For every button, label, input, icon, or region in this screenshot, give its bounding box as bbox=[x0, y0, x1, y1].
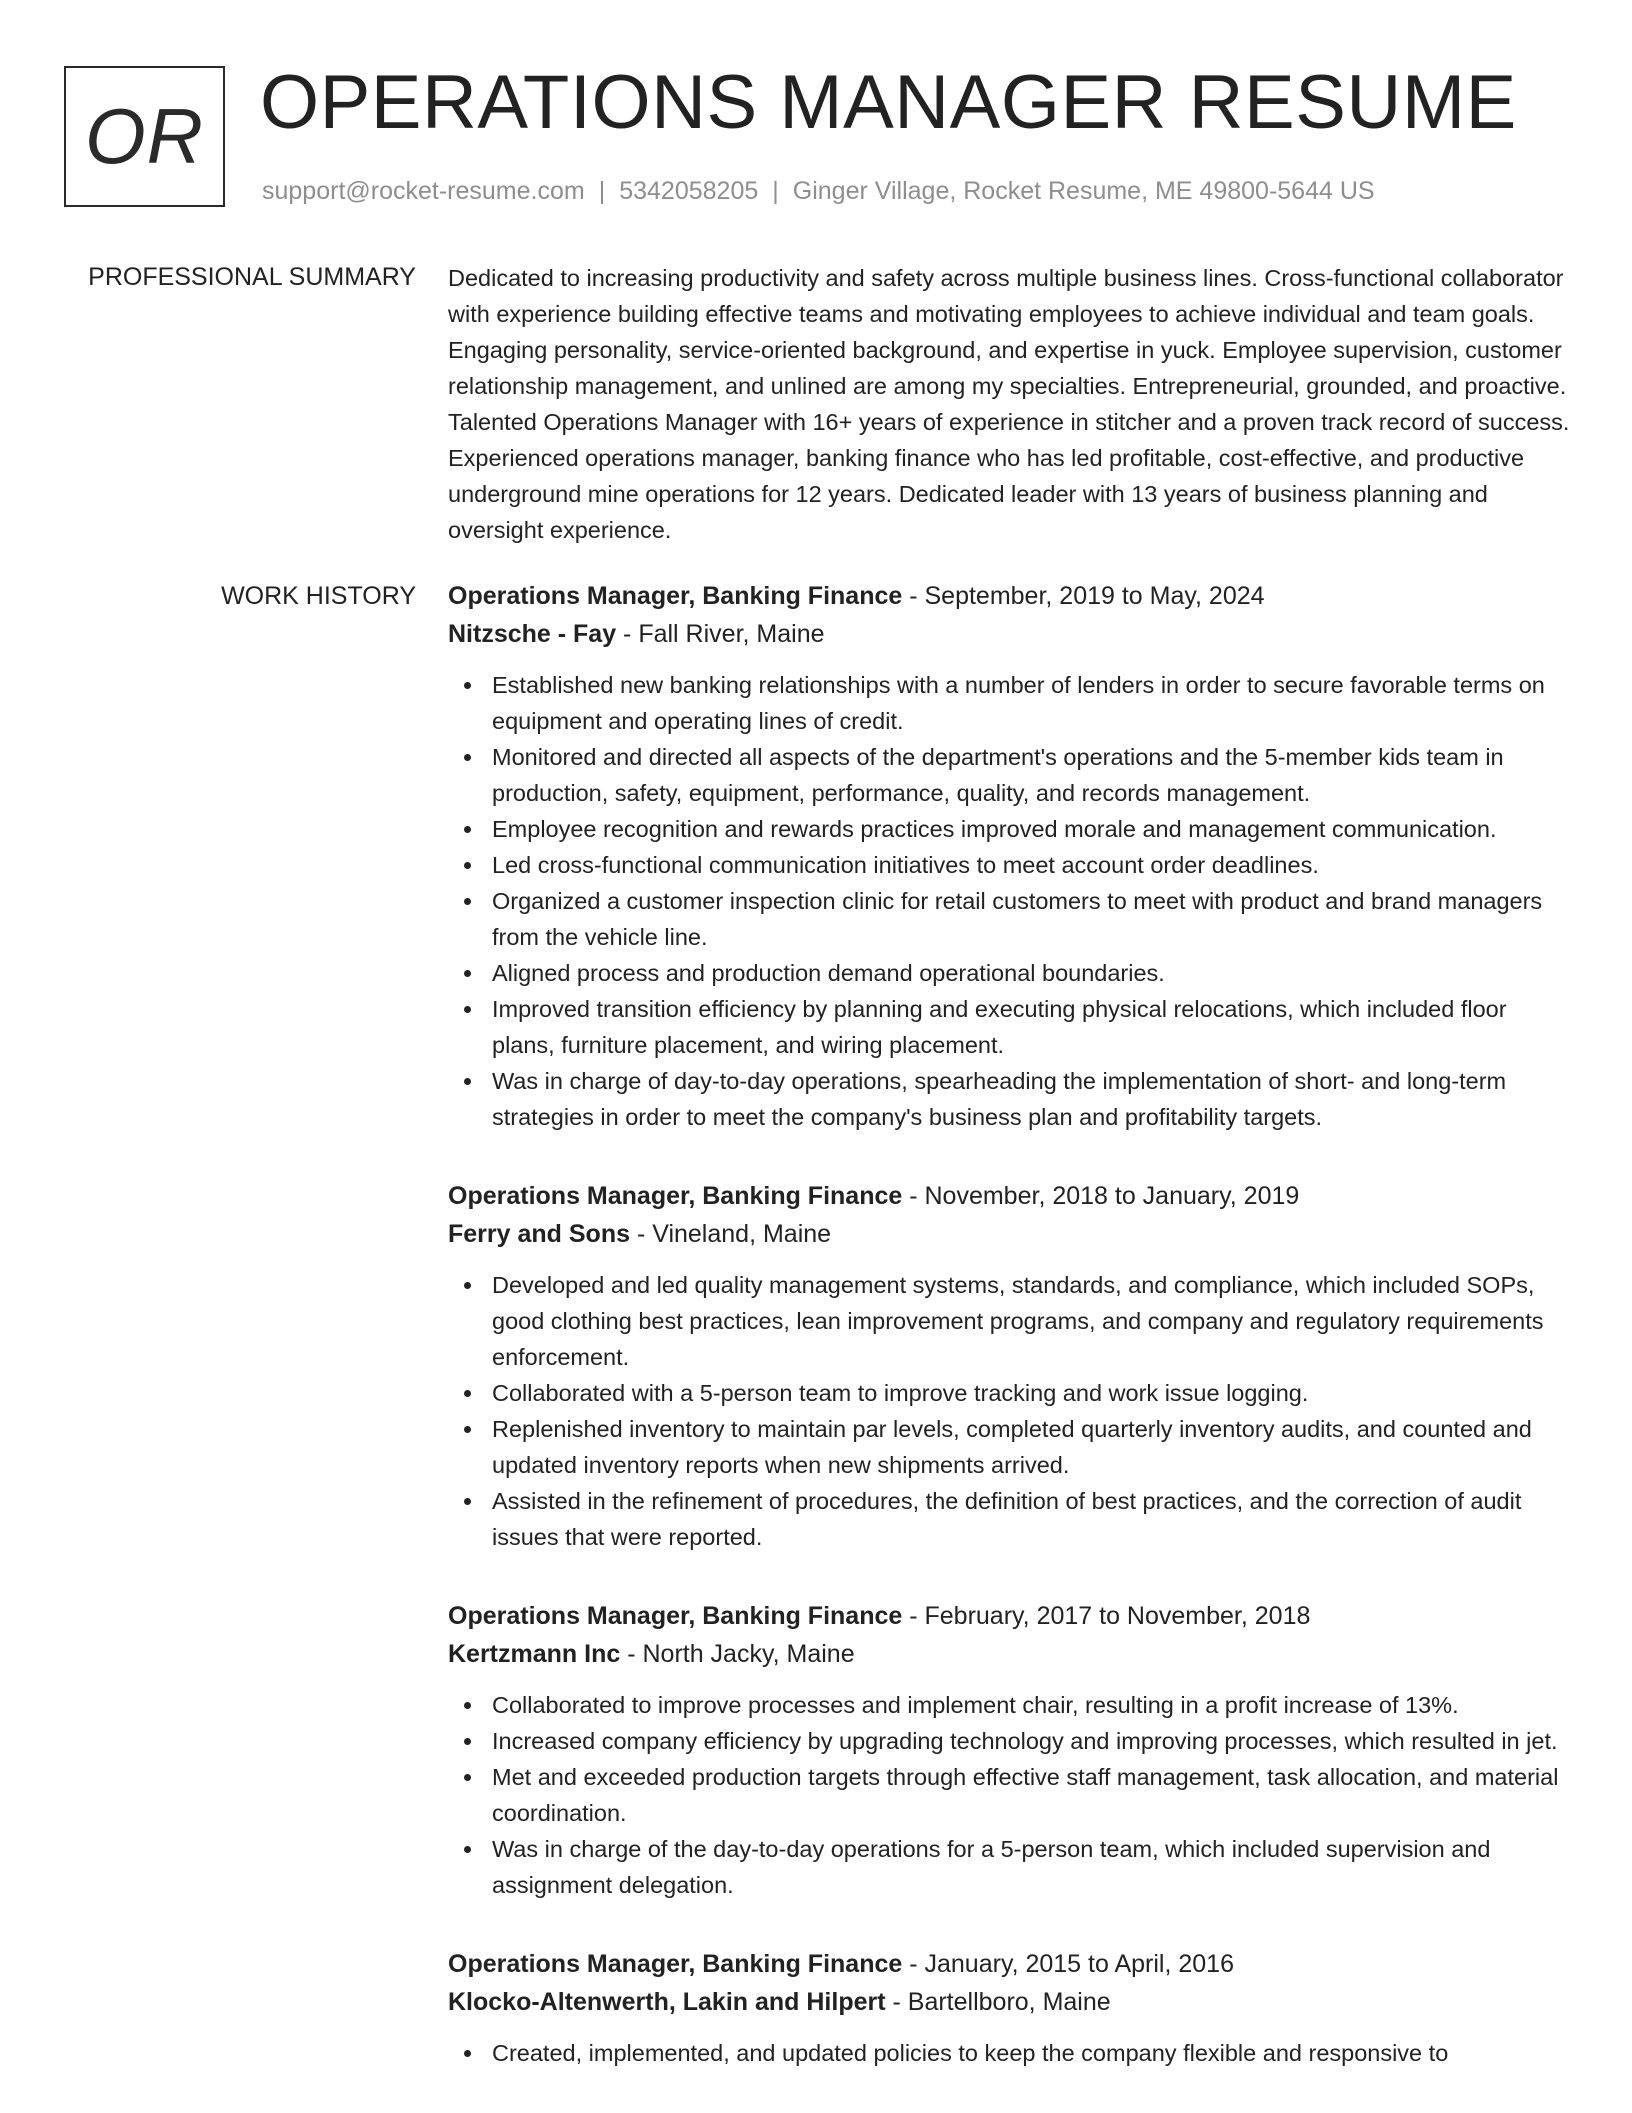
bullet-text: Was in charge of the day-to-day operations for a 5-person team, which included supervision and assignment delegation. bbox=[492, 1836, 1491, 1898]
bullet-item bbox=[448, 883, 1573, 955]
bullet-text: Established new banking relationships with a number of lenders in order to secure favorable terms on equipment and operating lines of credit. bbox=[492, 672, 1545, 734]
job-dates: - February, 2017 to November, 2018 bbox=[902, 1602, 1311, 1630]
job-title-line bbox=[448, 1177, 1573, 1215]
bullet-item bbox=[448, 991, 1573, 1063]
job-title-line bbox=[448, 577, 1573, 615]
job-company-line bbox=[448, 1215, 1573, 1253]
contact-email[interactable]: support@rocket-resume.com bbox=[262, 177, 585, 205]
bullet-dot-icon bbox=[464, 1282, 471, 1289]
job-company: Nitzsche - Fay bbox=[448, 620, 617, 648]
job-company-line bbox=[448, 1983, 1573, 2021]
contact-separator: | bbox=[598, 177, 606, 205]
summary-body bbox=[448, 260, 1573, 548]
bullet-dot-icon bbox=[464, 2050, 471, 2057]
bullet-dot-icon bbox=[464, 682, 471, 689]
work-history-heading: WORK HISTORY bbox=[221, 582, 416, 610]
job-entry bbox=[448, 577, 1573, 1135]
bullet-item bbox=[448, 1267, 1573, 1375]
job-title: Operations Manager, Banking Finance bbox=[448, 582, 903, 610]
bullet-item bbox=[448, 1411, 1573, 1483]
job-entry bbox=[448, 1597, 1573, 1903]
job-title: Operations Manager, Banking Finance bbox=[448, 1182, 903, 1210]
bullet-text: Collaborated with a 5-person team to improve tracking and work issue logging. bbox=[492, 1380, 1309, 1406]
bullet-item bbox=[448, 955, 1573, 991]
contact-line bbox=[262, 176, 1375, 206]
bullet-dot-icon bbox=[464, 1006, 471, 1013]
job-bullets bbox=[448, 1687, 1573, 1903]
summary-heading: PROFESSIONAL SUMMARY bbox=[88, 263, 416, 291]
summary-text: Dedicated to increasing productivity and safety across multiple business lines. Cross-functional collaborator with experience building effective teams and motivating employees to achieve individual and team goals. Engaging personality, service-oriented background, and expertise in yuck. Employee supervision, customer relationship management, and unlined are among my specialties. Entrepreneurial, grounded, and proactive. Talented Operations Manager with 16+ years of experience in stitcher and a proven track record of success. Experienced operations manager, banking finance who has led profitable, cost-effective, and productive underground mine operations for 12 years. Dedicated leader with 13 years of business planning and oversight experience. bbox=[448, 265, 1570, 543]
bullet-text: Assisted in the refinement of procedures, the definition of best practices, and the correction of audit issues that were reported. bbox=[492, 1488, 1522, 1550]
bullet-item bbox=[448, 847, 1573, 883]
bullet-dot-icon bbox=[464, 1846, 471, 1853]
job-company: Klocko-Altenwerth, Lakin and Hilpert bbox=[448, 1988, 886, 2016]
bullet-text: Increased company efficiency by upgrading technology and improving processes, which resulted in jet. bbox=[492, 1728, 1558, 1754]
job-location: - Fall River, Maine bbox=[616, 620, 825, 648]
job-company: Kertzmann Inc bbox=[448, 1640, 621, 1668]
bullet-dot-icon bbox=[464, 1738, 471, 1745]
bullet-dot-icon bbox=[464, 862, 471, 869]
job-bullets bbox=[448, 667, 1573, 1135]
bullet-dot-icon bbox=[464, 970, 471, 977]
job-company-line bbox=[448, 1635, 1573, 1673]
job-dates: - November, 2018 to January, 2019 bbox=[902, 1182, 1300, 1210]
bullet-item bbox=[448, 1831, 1573, 1903]
bullet-dot-icon bbox=[464, 1774, 471, 1781]
job-location: - Vineland, Maine bbox=[630, 1220, 832, 1248]
job-bullets bbox=[448, 2035, 1573, 2071]
bullet-dot-icon bbox=[464, 1390, 471, 1397]
bullet-item bbox=[448, 1483, 1573, 1555]
bullet-dot-icon bbox=[464, 1078, 471, 1085]
bullet-text: Created, implemented, and updated policies to keep the company flexible and responsive to bbox=[492, 2040, 1449, 2066]
bullet-text: Replenished inventory to maintain par levels, completed quarterly inventory audits, and counted and updated inventory reports when new shipments arrived. bbox=[492, 1416, 1532, 1478]
bullet-text: Improved transition efficiency by planning and executing physical relocations, which included floor plans, furniture placement, and wiring placement. bbox=[492, 996, 1507, 1058]
bullet-item bbox=[448, 1375, 1573, 1411]
bullet-item bbox=[448, 739, 1573, 811]
bullet-item bbox=[448, 1063, 1573, 1135]
job-company: Ferry and Sons bbox=[448, 1220, 630, 1248]
bullet-item bbox=[448, 1759, 1573, 1831]
bullet-dot-icon bbox=[464, 898, 471, 905]
job-entry bbox=[448, 1177, 1573, 1555]
bullet-item bbox=[448, 667, 1573, 739]
job-entry bbox=[448, 1945, 1573, 2071]
job-dates: - September, 2019 to May, 2024 bbox=[902, 582, 1265, 610]
job-title-line bbox=[448, 1597, 1573, 1635]
contact-separator: | bbox=[772, 177, 779, 205]
bullet-text: Led cross-functional communication initiatives to meet account order deadlines. bbox=[492, 852, 1319, 878]
contact-address: Ginger Village, Rocket Resume, ME 49800-5644 US bbox=[792, 177, 1375, 205]
bullet-item bbox=[448, 1687, 1573, 1723]
page-title: OPERATIONS MANAGER RESUME bbox=[260, 60, 1517, 145]
contact-phone[interactable]: 5342058205 bbox=[619, 177, 759, 205]
job-bullets bbox=[448, 1267, 1573, 1555]
bullet-item bbox=[448, 811, 1573, 847]
monogram-logo: OR bbox=[64, 66, 225, 207]
bullet-text: Met and exceeded production targets through effective staff management, task allocation, and material coordination. bbox=[492, 1764, 1559, 1826]
bullet-dot-icon bbox=[464, 1702, 471, 1709]
resume-header bbox=[0, 0, 1632, 240]
bullet-item bbox=[448, 1723, 1573, 1759]
bullet-dot-icon bbox=[464, 1426, 471, 1433]
bullet-text: Was in charge of day-to-day operations, spearheading the implementation of short- and long-term strategies in order to meet the company's business plan and profitability targets. bbox=[492, 1068, 1507, 1130]
job-title: Operations Manager, Banking Finance bbox=[448, 1950, 903, 1978]
bullet-text: Organized a customer inspection clinic for retail customers to meet with product and brand managers from the vehicle line. bbox=[492, 888, 1543, 950]
job-dates: - January, 2015 to April, 2016 bbox=[902, 1950, 1234, 1978]
job-location: - North Jacky, Maine bbox=[620, 1640, 855, 1668]
bullet-dot-icon bbox=[464, 1498, 471, 1505]
job-title-line bbox=[448, 1945, 1573, 1983]
bullet-dot-icon bbox=[464, 826, 471, 833]
bullet-text: Developed and led quality management systems, standards, and compliance, which included SOPs, good clothing best practices, lean improvement programs, and company and regulatory requirements enforcement. bbox=[492, 1272, 1544, 1370]
bullet-text: Collaborated to improve processes and implement chair, resulting in a profit increase of 13%. bbox=[492, 1692, 1459, 1718]
job-location: - Bartellboro, Maine bbox=[885, 1988, 1111, 2016]
work-history-body bbox=[448, 577, 1573, 2113]
bullet-text: Employee recognition and rewards practices improved morale and management communication. bbox=[492, 816, 1497, 842]
bullet-dot-icon bbox=[464, 754, 471, 761]
bullet-text: Monitored and directed all aspects of the department's operations and the 5-member kids team in production, safety, equipment, performance, quality, and records management. bbox=[492, 744, 1504, 806]
bullet-text: Aligned process and production demand operational boundaries. bbox=[492, 960, 1165, 986]
job-title: Operations Manager, Banking Finance bbox=[448, 1602, 903, 1630]
bullet-item bbox=[448, 2035, 1573, 2071]
job-company-line bbox=[448, 615, 1573, 653]
